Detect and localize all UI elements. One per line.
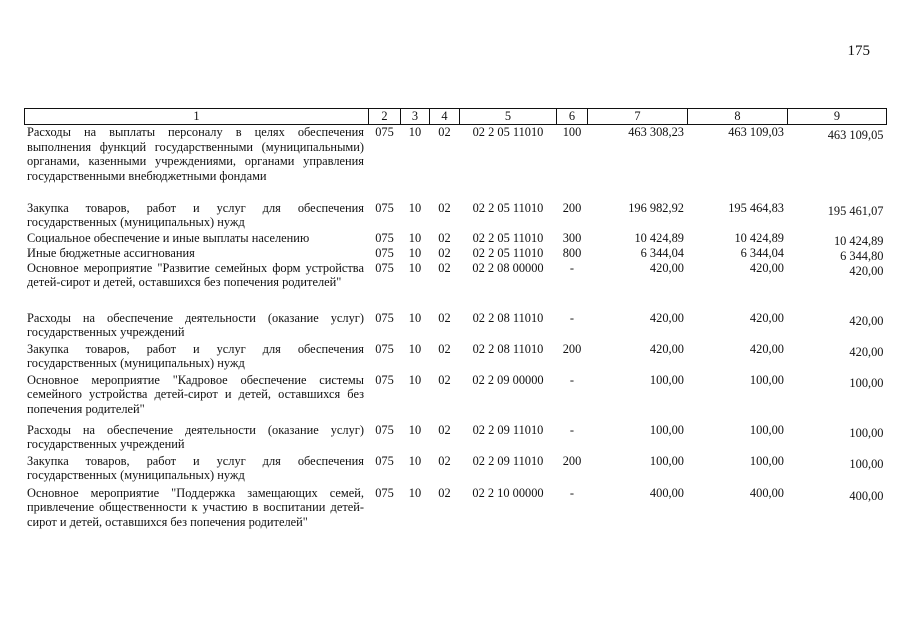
row-name: Основное мероприятие "Кадровое обеспечение системы семейного устройства детей-сирот и детей, оставшихся без попечения родителей" bbox=[27, 372, 364, 416]
row-name: Основное мероприятие "Развитие семейных форм устройства детей-сирот и детей, оставшихся без попечения родителей" bbox=[27, 260, 364, 290]
row-ved-code: 075 bbox=[375, 260, 394, 275]
row-ved-code: 075 bbox=[375, 453, 394, 468]
row-subsection: 02 bbox=[438, 310, 451, 325]
column-header: 3 bbox=[401, 109, 430, 125]
row-expense-type: 200 bbox=[562, 200, 582, 215]
row-amount-col7: 100,00 bbox=[649, 422, 684, 437]
row-name: Основное мероприятие "Поддержка замещающих семей, привлечение общественности к участию в воспитании детей-сирот и детей, оставшихся без попечения родителей" bbox=[27, 485, 364, 529]
row-ved-code: 075 bbox=[375, 372, 394, 387]
row-amount-col9: 400,00 bbox=[849, 488, 884, 503]
row-amount-col7: 100,00 bbox=[649, 453, 684, 468]
row-name: Социальное обеспечение и иные выплаты населению bbox=[27, 230, 310, 245]
row-target-article: 02 2 05 11010 bbox=[472, 125, 544, 139]
row-subsection: 02 bbox=[438, 245, 451, 260]
column-number-row bbox=[25, 109, 887, 125]
row-ved-code: 075 bbox=[375, 422, 394, 437]
column-header: 8 bbox=[688, 109, 788, 125]
row-amount-col9: 100,00 bbox=[849, 425, 884, 440]
row-expense-type: 100 bbox=[562, 125, 582, 139]
row-section: 10 bbox=[408, 245, 422, 260]
row-amount-col7: 420,00 bbox=[649, 260, 684, 275]
row-section: 10 bbox=[408, 260, 422, 275]
row-name: Закупка товаров, работ и услуг для обеспечения государственных (муниципальных) нужд bbox=[27, 453, 364, 483]
row-amount-col9: 195 461,07 bbox=[827, 203, 884, 218]
row-amount-col9: 100,00 bbox=[849, 375, 884, 390]
row-section: 10 bbox=[408, 310, 422, 325]
budget-table bbox=[24, 108, 887, 534]
row-amount-col8: 10 424,89 bbox=[734, 230, 784, 245]
row-amount-col7: 6 344,04 bbox=[640, 245, 684, 260]
table-row bbox=[25, 125, 887, 201]
page-number: 175 bbox=[847, 43, 870, 59]
row-amount-col9: 463 109,05 bbox=[827, 128, 884, 142]
row-target-article: 02 2 05 11010 bbox=[472, 200, 544, 215]
row-target-article: 02 2 05 11010 bbox=[472, 245, 544, 260]
row-amount-col8: 6 344,04 bbox=[740, 245, 784, 260]
row-amount-col8: 463 109,03 bbox=[728, 125, 784, 139]
row-amount-col8: 100,00 bbox=[749, 422, 784, 437]
row-subsection: 02 bbox=[438, 422, 451, 437]
table-row bbox=[25, 261, 887, 311]
row-section: 10 bbox=[408, 125, 422, 139]
row-section: 10 bbox=[408, 485, 422, 500]
row-amount-col7: 100,00 bbox=[649, 372, 684, 387]
row-subsection: 02 bbox=[438, 260, 451, 275]
table-row bbox=[25, 373, 887, 423]
row-amount-col7: 420,00 bbox=[649, 341, 684, 356]
row-expense-type: 200 bbox=[562, 341, 582, 356]
column-header: 2 bbox=[369, 109, 401, 125]
row-ved-code: 075 bbox=[375, 310, 394, 325]
row-name: Расходы на обеспечение деятельности (оказание услуг) государственных учреждений bbox=[27, 422, 364, 452]
row-target-article: 02 2 09 11010 bbox=[472, 422, 544, 437]
row-amount-col7: 10 424,89 bbox=[634, 230, 684, 245]
table-row bbox=[25, 231, 887, 246]
row-name: Иные бюджетные ассигнования bbox=[27, 245, 195, 260]
row-name: Закупка товаров, работ и услуг для обеспечения государственных (муниципальных) нужд bbox=[27, 341, 364, 371]
table-row bbox=[25, 486, 887, 534]
row-subsection: 02 bbox=[438, 453, 451, 468]
row-amount-col8: 420,00 bbox=[749, 341, 784, 356]
row-name: Расходы на обеспечение деятельности (оказание услуг) государственных учреждений bbox=[27, 310, 364, 340]
row-amount-col9: 420,00 bbox=[849, 263, 884, 278]
column-header: 9 bbox=[788, 109, 887, 125]
row-target-article: 02 2 08 11010 bbox=[472, 341, 544, 356]
row-amount-col7: 400,00 bbox=[649, 485, 684, 500]
row-section: 10 bbox=[408, 200, 422, 215]
row-amount-col8: 420,00 bbox=[749, 260, 784, 275]
row-amount-col9: 10 424,89 bbox=[833, 233, 884, 248]
row-amount-col8: 100,00 bbox=[749, 372, 784, 387]
row-ved-code: 075 bbox=[375, 230, 394, 245]
row-ved-code: 075 bbox=[375, 485, 394, 500]
row-section: 10 bbox=[408, 341, 422, 356]
table-row bbox=[25, 246, 887, 261]
row-target-article: 02 2 09 11010 bbox=[472, 453, 544, 468]
column-header: 1 bbox=[25, 109, 369, 125]
row-expense-type: - bbox=[569, 485, 575, 500]
row-amount-col9: 420,00 bbox=[849, 313, 884, 328]
row-expense-type: - bbox=[569, 260, 575, 275]
row-target-article: 02 2 10 00000 bbox=[472, 485, 544, 500]
row-amount-col7: 420,00 bbox=[649, 310, 684, 325]
row-expense-type: 200 bbox=[562, 453, 582, 468]
row-target-article: 02 2 05 11010 bbox=[472, 230, 544, 245]
row-subsection: 02 bbox=[438, 372, 451, 387]
table-row bbox=[25, 454, 887, 486]
row-amount-col8: 195 464,83 bbox=[728, 200, 784, 215]
row-ved-code: 075 bbox=[375, 125, 394, 139]
row-subsection: 02 bbox=[438, 485, 451, 500]
column-header: 6 bbox=[557, 109, 588, 125]
row-amount-col7: 463 308,23 bbox=[628, 125, 684, 139]
row-section: 10 bbox=[408, 422, 422, 437]
row-subsection: 02 bbox=[438, 230, 451, 245]
column-header: 4 bbox=[430, 109, 460, 125]
row-amount-col8: 100,00 bbox=[749, 453, 784, 468]
row-subsection: 02 bbox=[438, 125, 451, 139]
row-section: 10 bbox=[408, 453, 422, 468]
row-name: Расходы на выплаты персоналу в целях обеспечения выполнения функций государственными (муниципальными) органами, казенными учреждениями, органами управления государственными внебюджетными фондами bbox=[27, 125, 364, 183]
row-amount-col9: 420,00 bbox=[849, 344, 884, 359]
row-expense-type: - bbox=[569, 422, 575, 437]
table-row bbox=[25, 342, 887, 373]
row-ved-code: 075 bbox=[375, 245, 394, 260]
row-target-article: 02 2 08 11010 bbox=[472, 310, 544, 325]
row-target-article: 02 2 09 00000 bbox=[472, 372, 544, 387]
row-ved-code: 075 bbox=[375, 200, 394, 215]
row-amount-col9: 6 344,80 bbox=[840, 248, 884, 263]
row-amount-col7: 196 982,92 bbox=[628, 200, 684, 215]
row-subsection: 02 bbox=[438, 200, 451, 215]
table-row bbox=[25, 201, 887, 231]
row-expense-type: - bbox=[569, 310, 575, 325]
row-name: Закупка товаров, работ и услуг для обеспечения государственных (муниципальных) нужд bbox=[27, 200, 364, 230]
row-subsection: 02 bbox=[438, 341, 451, 356]
row-target-article: 02 2 08 00000 bbox=[472, 260, 544, 275]
table-row bbox=[25, 311, 887, 342]
table-row bbox=[25, 423, 887, 454]
row-section: 10 bbox=[408, 230, 422, 245]
row-expense-type: 300 bbox=[562, 230, 582, 245]
row-section: 10 bbox=[408, 372, 422, 387]
row-expense-type: 800 bbox=[562, 245, 582, 260]
row-amount-col8: 420,00 bbox=[749, 310, 784, 325]
row-amount-col9: 100,00 bbox=[849, 456, 884, 471]
column-header: 7 bbox=[588, 109, 688, 125]
row-ved-code: 075 bbox=[375, 341, 394, 356]
column-header: 5 bbox=[460, 109, 557, 125]
row-amount-col8: 400,00 bbox=[749, 485, 784, 500]
row-expense-type: - bbox=[569, 372, 575, 387]
